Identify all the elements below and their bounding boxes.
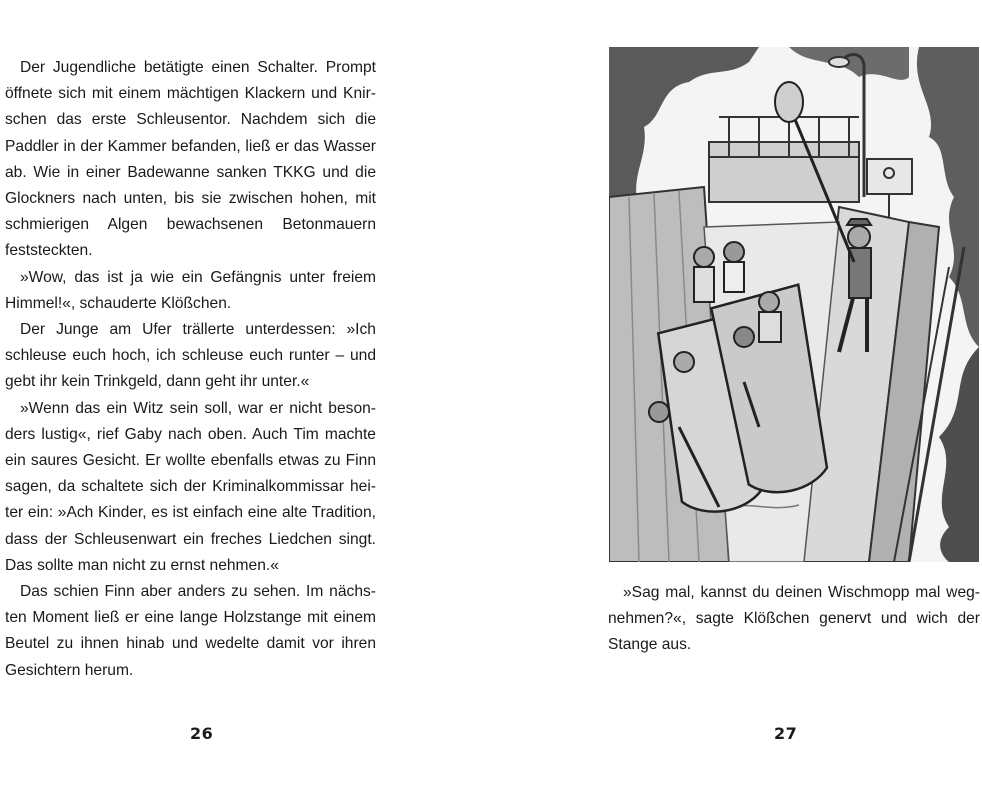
lock-chamber-illustration (609, 47, 979, 562)
paragraph: Der Junge am Ufer trällerte unterdessen: »Ich schleuse euch hoch, ich schleuse euch runter – und gebt ihr kein Trinkgeld, dann geht ihr unter.« (5, 321, 376, 391)
page-number: 27 (774, 724, 798, 743)
page-number: 26 (190, 724, 214, 743)
paragraph: »Sag mal, kannst du deinen Wischmopp mal wegnehmen?«, sagte Klößchen genervt und wich der Stange aus. (608, 584, 980, 654)
left-page-text (5, 55, 376, 684)
paragraph: »Wenn das ein Witz sein soll, war er nicht besonders lustig«, rief Gaby nach oben. Auch Tim machte ein saures Gesicht. Er wollte ebenfalls etwas zu Finn sagen, da schaltete sich der Kriminalkommissar heiter ein: »Ach Kinder, es ist einfach eine alte Tradition, dass der Schleusenwart ein freches Liedchen singt. Das sollte man nicht zu ernst nehmen.« (5, 399, 376, 574)
paragraph: »Wow, das ist ja wie ein Gefängnis unter freiem Himmel!«, schauderte Klößchen. (5, 268, 376, 312)
paragraph: Der Jugendliche betätigte einen Schalter. Prompt öffnete sich mit einem mächtigen Klackern und Knirschen das erste Schleusentor. Nachdem sich die Paddler in der Kammer befanden, ließ er das Wasser ab. Wie in einer Badewanne sanken TKKG und die Glockners nach unten, bis sie zwischen hohen, mit schmierigen Algen bewachsenen Betonmauern feststeckten. (5, 59, 376, 260)
right-page-text (608, 580, 980, 659)
right-page (491, 0, 982, 785)
paragraph: Das schien Finn aber anders zu sehen. Im nächsten Moment ließ er eine lange Holzstange mit einem Beutel zu ihnen hinab und wedelte damit vor ihren Gesichtern herum. (5, 583, 376, 679)
